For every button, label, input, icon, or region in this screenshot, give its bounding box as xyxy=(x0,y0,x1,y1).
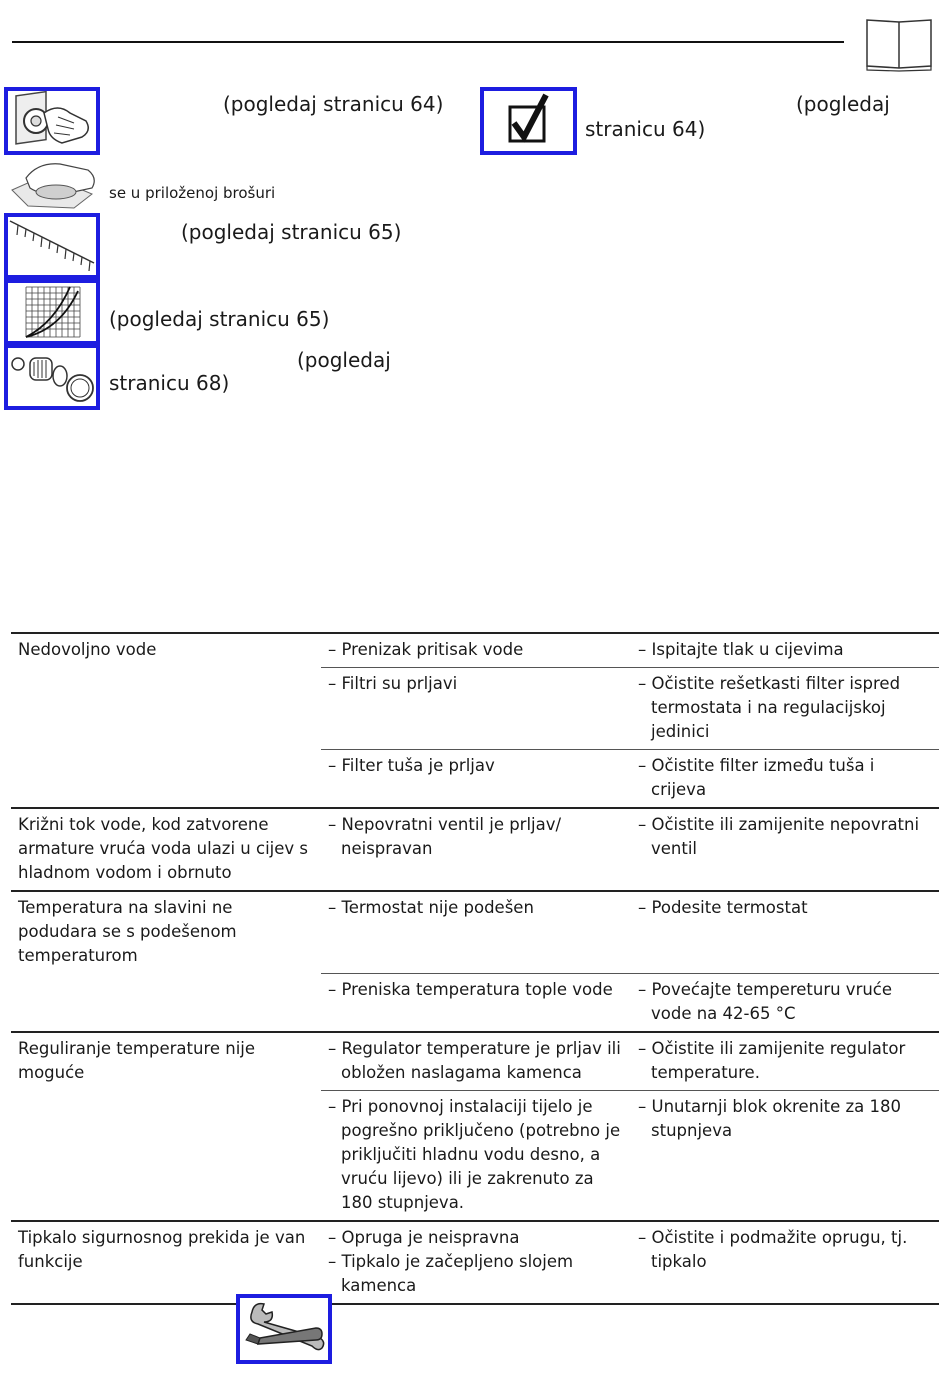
reference-flow-diagram: (pogledaj stranicu 65) xyxy=(109,307,330,331)
table-row xyxy=(11,1090,939,1221)
problem-cell: Nedovoljno vode xyxy=(11,633,321,668)
cause-cell-item: – Nepovratni ventil je prljav/ neispravan xyxy=(328,815,562,858)
table-row xyxy=(11,891,939,973)
remedy-cell-item: – Očistite ili zamijenite regulator temperature. xyxy=(638,1038,906,1082)
remedy-cell xyxy=(631,1032,939,1091)
reference-checklist-line1: (pogledaj xyxy=(796,92,890,116)
cause-cell-item: – Preniska temperatura tople vode xyxy=(328,979,613,999)
reference-spare-parts-line1: (pogledaj xyxy=(297,348,391,372)
cause-cell-item: – Prenizak pritisak vode xyxy=(328,640,524,659)
reference-checklist-line2: stranicu 64) xyxy=(585,117,706,141)
wrench-screwdriver-icon xyxy=(236,1294,332,1364)
remedy-cell-item: – Očistite rešetkasti filter ispred termostata i na regulacijskoj jedinici xyxy=(638,674,901,741)
cause-cell-item: – Tipkalo je začepljeno slojem kamenca xyxy=(328,1251,574,1295)
problem-cell: Reguliranje temperature nije moguće xyxy=(11,1032,321,1091)
flow-graph-icon xyxy=(4,279,100,345)
problem-cell xyxy=(11,750,321,809)
remedy-cell xyxy=(631,891,939,973)
remedy-cell-item: – Očistite i podmažite oprugu, tj. tipkalo xyxy=(638,1227,908,1271)
problem-cell: Križni tok vode, kod zatvorene armature vruća voda ulazi u cijev s hladnom vodom i obrnuto xyxy=(11,808,321,891)
remedy-cell-item: – Podesite termostat xyxy=(638,898,808,917)
problem-cell: Tipkalo sigurnosnog prekida je van funkcije xyxy=(11,1221,321,1304)
table-row xyxy=(11,633,939,668)
remedy-cell-item: – Očistite ili zamijenite nepovratni ventil xyxy=(638,815,920,858)
problem-cell xyxy=(11,973,321,1032)
remedy-cell-item: – Povećajte tempereturu vruće vode na 42-65 °C xyxy=(638,979,893,1023)
hand-turning-valve-icon xyxy=(4,87,100,155)
remedy-cell xyxy=(631,808,939,891)
cause-cell xyxy=(321,808,631,891)
cause-cell xyxy=(321,1090,631,1221)
remedy-cell xyxy=(631,633,939,668)
problem-cell xyxy=(11,1090,321,1221)
remedy-cell xyxy=(631,1221,939,1304)
cause-cell-item: – Pri ponovnoj instalaciji tijelo je pogrešno priključeno (potrebno je priključiti hladnu vodu desno, a vruću lijevo) ili je zakrenuto za 180 stupnjeva. xyxy=(328,1096,621,1212)
cause-cell-item: – Opruga je neispravna xyxy=(328,1227,520,1247)
cause-cell xyxy=(321,750,631,809)
remedy-cell xyxy=(631,973,939,1032)
reference-spare-parts-line2: stranicu 68) xyxy=(109,371,230,395)
cause-cell-item: – Filter tuša je prljav xyxy=(328,756,495,775)
ruler-icon xyxy=(4,213,100,279)
table-row xyxy=(11,1221,939,1304)
cause-cell xyxy=(321,668,631,750)
header-rule xyxy=(12,41,844,43)
table-row xyxy=(11,668,939,750)
cause-cell xyxy=(321,973,631,1032)
spare-parts-icon xyxy=(4,344,100,410)
cause-cell xyxy=(321,891,631,973)
table-row xyxy=(11,808,939,891)
problem-cell xyxy=(11,668,321,750)
problem-cell: Temperatura na slavini ne podudara se s podešenom temperaturom xyxy=(11,891,321,973)
remedy-cell xyxy=(631,668,939,750)
open-book-icon xyxy=(864,14,934,72)
reference-installation: (pogledaj stranicu 64) xyxy=(223,92,444,116)
cause-cell xyxy=(321,1032,631,1091)
remedy-cell xyxy=(631,1090,939,1221)
brochure-note: se u priloženoj brošuri xyxy=(109,184,276,202)
remedy-cell xyxy=(631,750,939,809)
troubleshooting-table xyxy=(11,632,939,1305)
table-row xyxy=(11,973,939,1032)
hand-with-sponge-icon xyxy=(8,156,98,214)
table-row xyxy=(11,750,939,809)
cause-cell-item: – Regulator temperature je prljav ili obložen naslagama kamenca xyxy=(328,1038,621,1082)
reference-dimensions: (pogledaj stranicu 65) xyxy=(181,220,402,244)
remedy-cell-item: – Očistite filter između tuša i crijeva xyxy=(638,756,875,799)
table-row xyxy=(11,1032,939,1091)
remedy-cell-item: – Unutarnji blok okrenite za 180 stupnjeva xyxy=(638,1096,902,1140)
checkmark-icon xyxy=(480,87,577,155)
cause-cell-item: – Filtri su prljavi xyxy=(328,674,458,693)
cause-cell xyxy=(321,1221,631,1304)
cause-cell xyxy=(321,633,631,668)
remedy-cell-item: – Ispitajte tlak u cijevima xyxy=(638,640,844,659)
cause-cell-item: – Termostat nije podešen xyxy=(328,898,534,917)
